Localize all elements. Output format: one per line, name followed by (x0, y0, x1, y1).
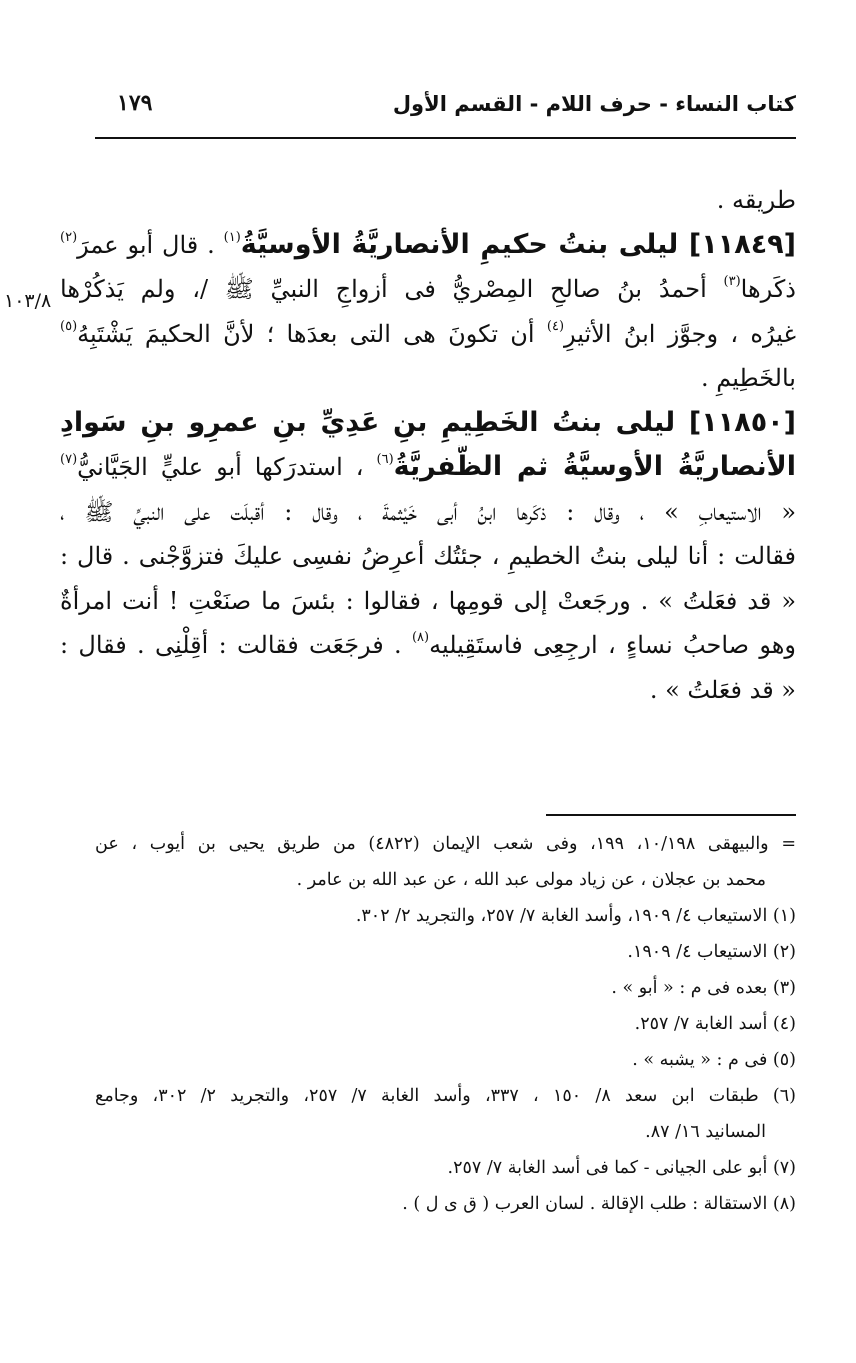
footnotes (95, 826, 796, 1222)
text-line: غيرُه ، وجوَّز ابنُ الأثيرِ$^{(٤)}$ أن تكونَ هى التى بعدَها ؛ لأنَّ الحكيمَ يَشْتَبِهُ$^{(٥)}$ (60, 318, 796, 348)
text-line: بالخَطِيمِ . (701, 364, 796, 392)
footnote-divider (546, 814, 796, 816)
footnote-2: (٢) الاستيعاب ٤/ ١٩٠٩. (627, 942, 796, 962)
text-line: فقالت : أنا ليلى بنتُ الخطيمِ ، جئتُك أعرِضُ نفسِى عليكَ فتزوَّجْنى . قال : (60, 542, 796, 570)
text-line: طريقه . (716, 186, 796, 214)
footnote-3: (٣) بعده فى م : « أبو » . (611, 978, 796, 998)
text-line: الأنصاريَّةُ الأوسيَّةُ ثم الظَّفريَّةُ$^{(٦)}$ ، استدرَكها أبو عليٍّ الجَيَّانيُّ$^{(٧)}$ (60, 451, 796, 482)
footnote-ref: (٥) (60, 318, 78, 334)
margin-reference: ١٠٣/٨ (4, 290, 52, 312)
entry-11850-heading-line (60, 401, 796, 446)
footnote-5: (٥) فى م : « يشبه » . (632, 1050, 796, 1070)
text-line: ذكَرها$^{(٣)}$ أحمدُ بنُ صالحِ المِصْريُّ فى أزواجِ النبيِّ ﷺ /، ولم يَذكُرْها (60, 274, 796, 303)
footnote-8: (٨) الاستقالة : طلب الإقالة . لسان العرب ( ق ى ل ) . (402, 1194, 796, 1214)
page-number: ١٧٩ (117, 90, 153, 116)
header-divider (95, 137, 796, 139)
footnote-ref: (٦) (376, 452, 394, 467)
text-line: « قد فعَلتُ » . (649, 675, 796, 704)
footnote-4: (٤) أسد الغابة ٧/ ٢٥٧. (634, 1014, 796, 1034)
footnote-ref: (٢) (60, 229, 78, 245)
footnote-ref: (٤) (546, 318, 565, 334)
running-title: كتاب النساء - حرف اللام - القسم الأول (392, 92, 796, 116)
footnote-6: (٦) طبقات ابن سعد ٨/ ١٥٠ ، ٣٣٧، وأسد الغابة ٧/ ٢٥٧، والتجريد ٢/ ٣٠٢، وجامع (95, 1086, 796, 1106)
running-header (95, 88, 796, 134)
footnote-ref: (٨) (411, 630, 430, 645)
text-line: « الاستيعابِ » ، وقال : ذكَرها ابنُ أبى خَيْثمةَ ، وقال : أقبلَت على النبيِّ ﷺ ، (60, 497, 796, 526)
text-line: « قد فعَلتُ » . ورجَعتْ إلى قومِها ، فقالوا : بئسَ ما صنَعْتِ ! أنت امرأةٌ (60, 586, 796, 615)
footnote-6-cont: المسانيد ١٦/ ٨٧. (645, 1122, 766, 1142)
footnote-7: (٧) أبو على الجيانى - كما فى أسد الغابة ٧/ ٢٥٧. (447, 1158, 796, 1178)
text-line: وهو صاحبُ نساءٍ ، ارجِعِى فاستَقِيليه$^{(٨)}$ . فرجَعَت فقالت : أقِلْنِى . فقال : (60, 630, 796, 659)
entry-11849-heading-line: [١١٨٤٩] ليلى بنتُ حكيمِ الأنصاريَّةُ الأوسيَّةُ$^{(١)}$ . قال أبو عمرَ$^{(٢)}$ (60, 228, 796, 260)
entry-11850-title-cont: الأنصاريَّةُ الأوسيَّةُ ثم الظَّفريَّةُ (393, 451, 796, 482)
footnote-1: (١) الاستيعاب ٤/ ١٩٠٩، وأسد الغابة ٧/ ٢٥٧، والتجريد ٢/ ٣٠٢. (355, 906, 796, 926)
footnote-ref: (٣) (723, 274, 741, 289)
footnote-ref: (١) (223, 229, 241, 245)
footnote-line: = والبيهقى ١٠/١٩٨، ١٩٩، وفى شعب الإيمان (٤٨٢٢) من طريق يحيى بن أيوب ، عن (95, 834, 796, 854)
entry-11849-title: [١١٨٤٩] ليلى بنتُ حكيمِ الأنصاريَّةُ الأوسيَّةُ (240, 228, 796, 260)
entry-11850-title: [١١٨٥٠] ليلى بنتُ الخَطِيمِ بنِ عَدِيِّ بنِ عمرِو بنِ سَوادِ (60, 406, 796, 438)
footnote-ref: (٧) (60, 452, 78, 467)
main-text (60, 178, 796, 712)
footnote-line: محمد بن عجلان ، عن زياد مولى عبد الله ، عن عبد الله بن عامر . (296, 870, 766, 890)
